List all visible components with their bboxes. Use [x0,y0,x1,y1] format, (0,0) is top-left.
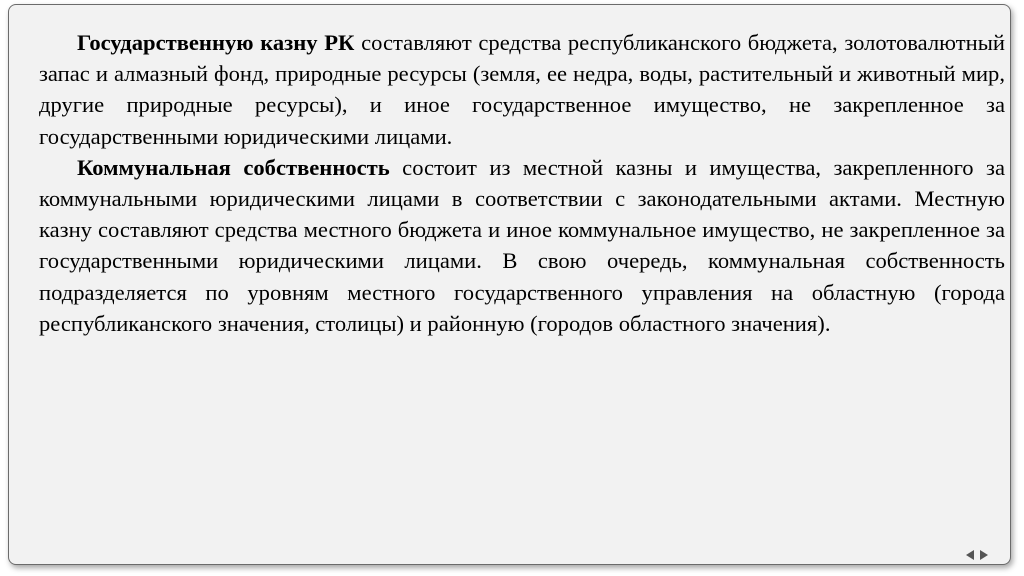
next-slide-icon[interactable] [980,550,988,560]
term-state-treasury: Государственную казну РК [77,30,355,55]
paragraph-communal-property-text: состоит из местной казны и имущества, закрепленного за коммунальными юридическими лицами в соответствии с законодательными актами. Местную казну составляют средства местного бюджета и иное коммунальное имущество, не закрепленное за государственными юридическими лицами. В свою очередь, коммунальная собственность подразделяется по уровням местного государственного управления на областную (города республиканского значения, столицы) и районную (городов областного значения). [39,154,1005,336]
slide-text-body [39,27,1005,339]
paragraph-communal-property [39,152,1005,339]
slide-frame [8,4,1011,565]
paragraph-state-treasury [39,27,1005,152]
prev-slide-icon[interactable] [966,550,974,560]
term-communal-property: Коммунальная собственность [77,154,390,180]
paragraph-state-treasury-text: составляют средства республиканского бюджета, золотовалютный запас и алмазный фонд, природные ресурсы (земля, ее недра, воды, растительный и животный мир, другие природные ресурсы), и иное государственное имущество, не закрепленное за государственными юридическими лицами. [39,30,1005,149]
